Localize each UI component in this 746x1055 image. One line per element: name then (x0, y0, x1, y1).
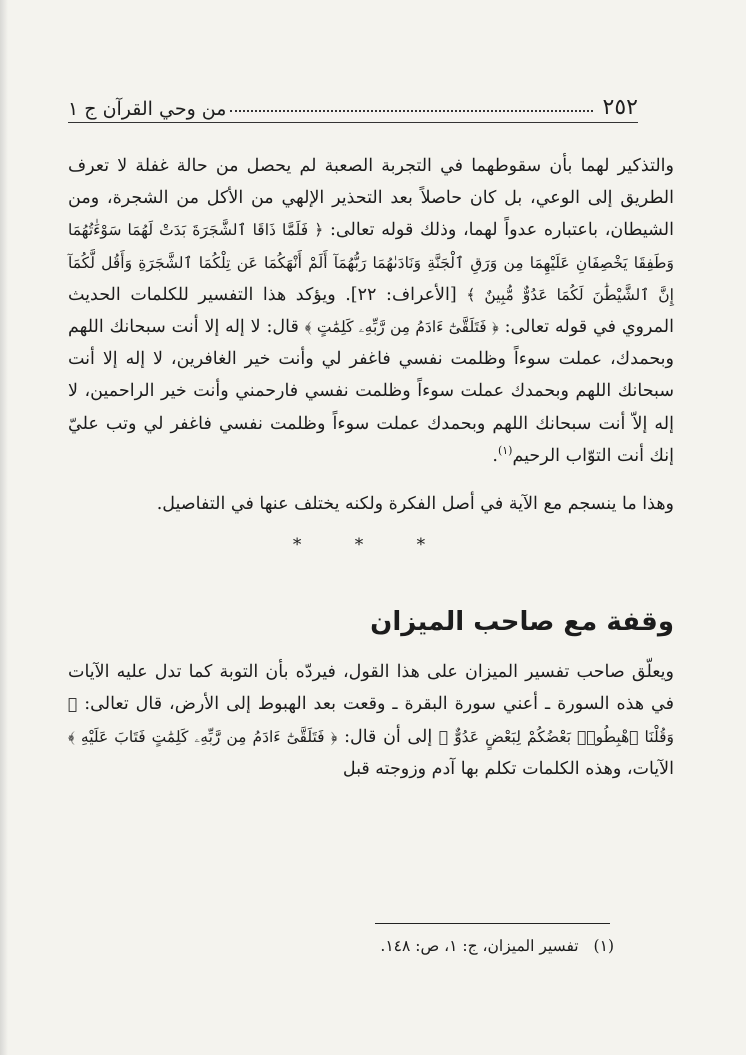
section-title: وقفة مع صاحب الميزان (370, 607, 674, 638)
quran-verse-araf-22: ﴿ فَلَمَّا ذَاقَا ٱلشَّجَرَةَ بَدَتْ لَهُمَا سَوْءَٰتُهُمَا وَطَفِقَا يَخْصِفَانِ عَلَيْهِمَا مِن وَرَقِ ٱلْجَنَّةِ وَنَادَىٰهُمَا رَبُّهُمَآ أَلَمْ أَنْهَكُمَا عَن تِلْكُمَا ٱلشَّجَرَةِ وَأَقُل لَّكُمَآ إِنَّ ٱلشَّيْطَٰنَ لَكُمَا عَدُوٌّ مُّبِينٌ ﴾ (68, 221, 674, 304)
footnote-number: (١) (593, 937, 614, 955)
paragraph-2: وهذا ما ينسجم مع الآية في أصل الفكرة ولكنه يختلف عنها في التفاصيل. (156, 494, 674, 515)
paragraph-1 (68, 150, 674, 472)
footnote-reference[interactable]: (١) (497, 444, 513, 457)
quran-verse-baqara-36: ﴿ وَقُلْنَا ٱهْبِطُوا۟ بَعْضُكُمْ لِبَعْضٍ عَدُوٌّ ﴾ (68, 695, 674, 746)
paragraph-3-text-b: إلى أن قال: (337, 726, 439, 747)
quran-verse-baqara-37-full: ﴿ فَتَلَقَّىٰٓ ءَادَمُ مِن رَّبِّهِۦ كَلِمَٰتٍ فَتَابَ عَلَيْهِ ﴾ (68, 727, 338, 746)
section-separator-stars: * * * (292, 535, 450, 556)
book-title: من وحي القرآن ج ١ (68, 98, 227, 120)
footnote-text: تفسير الميزان، ج: ١، ص: ١٤٨. (380, 937, 579, 955)
footnote (68, 932, 614, 960)
running-header (68, 86, 638, 123)
quran-verse-baqara-37: ﴿ فَتَلَقَّىٰٓ ءَادَمُ مِن رَّبِّهِۦ كَلِمَٰتٍ ﴾ (304, 318, 499, 337)
page-number: ٢٥٢ (602, 95, 638, 120)
paragraph-1-end: . (492, 445, 498, 466)
paragraph-3-text-c: الآيات، وهذه الكلمات تكلم بها آدم وزوجته قبل (342, 758, 674, 779)
paragraph-3 (68, 656, 674, 785)
header-dot-leader (230, 110, 592, 112)
paragraph-1-text-a: والتذكير لهما بأن سقوطهما في التجربة الصعبة لم يحصل من حالة غفلة لا تعرف الطريق إلى الوعي، بل كان حاصلاً بعد التحذير الإلهي من الأكل من الشجرة، ومن الشيطان، باعتباره عدواً لهما، وذلك قوله تعالى: (68, 156, 674, 241)
main-text (68, 150, 674, 785)
footnote-divider (375, 923, 610, 924)
paragraph-3-text-a: ويعلّق صاحب تفسير الميزان على هذا القول، فيردّه بأن التوبة كما تدل عليه الآيات في هذه السورة ـ أعني سورة البقرة ـ وقعت بعد الهبوط إلى الأرض، قال تعالى: (68, 662, 674, 715)
verse-reference: [الأعراف: ٢٢]. ويؤكد هذا التفسير للكلمات الحديث المروي في قوله تعالى: (68, 284, 674, 338)
hadith-text: قال: لا إله إلا أنت سبحانك اللهم وبحمدك، عملت سوءاً وظلمت نفسي فاغفر لي وأنت خير الغافرين، لا إله إلا أنت سبحانك اللهم وبحمدك عملت سوءاً وظلمت نفسي فارحمني وأنت خير الراحمين، لا إله إلاّ أنت سبحانك اللهم وبحمدك عملت سوءاً وظلمت نفسي فاغفر لي وتب عليّ إنك أنت التوّاب الرحيم (68, 317, 674, 466)
